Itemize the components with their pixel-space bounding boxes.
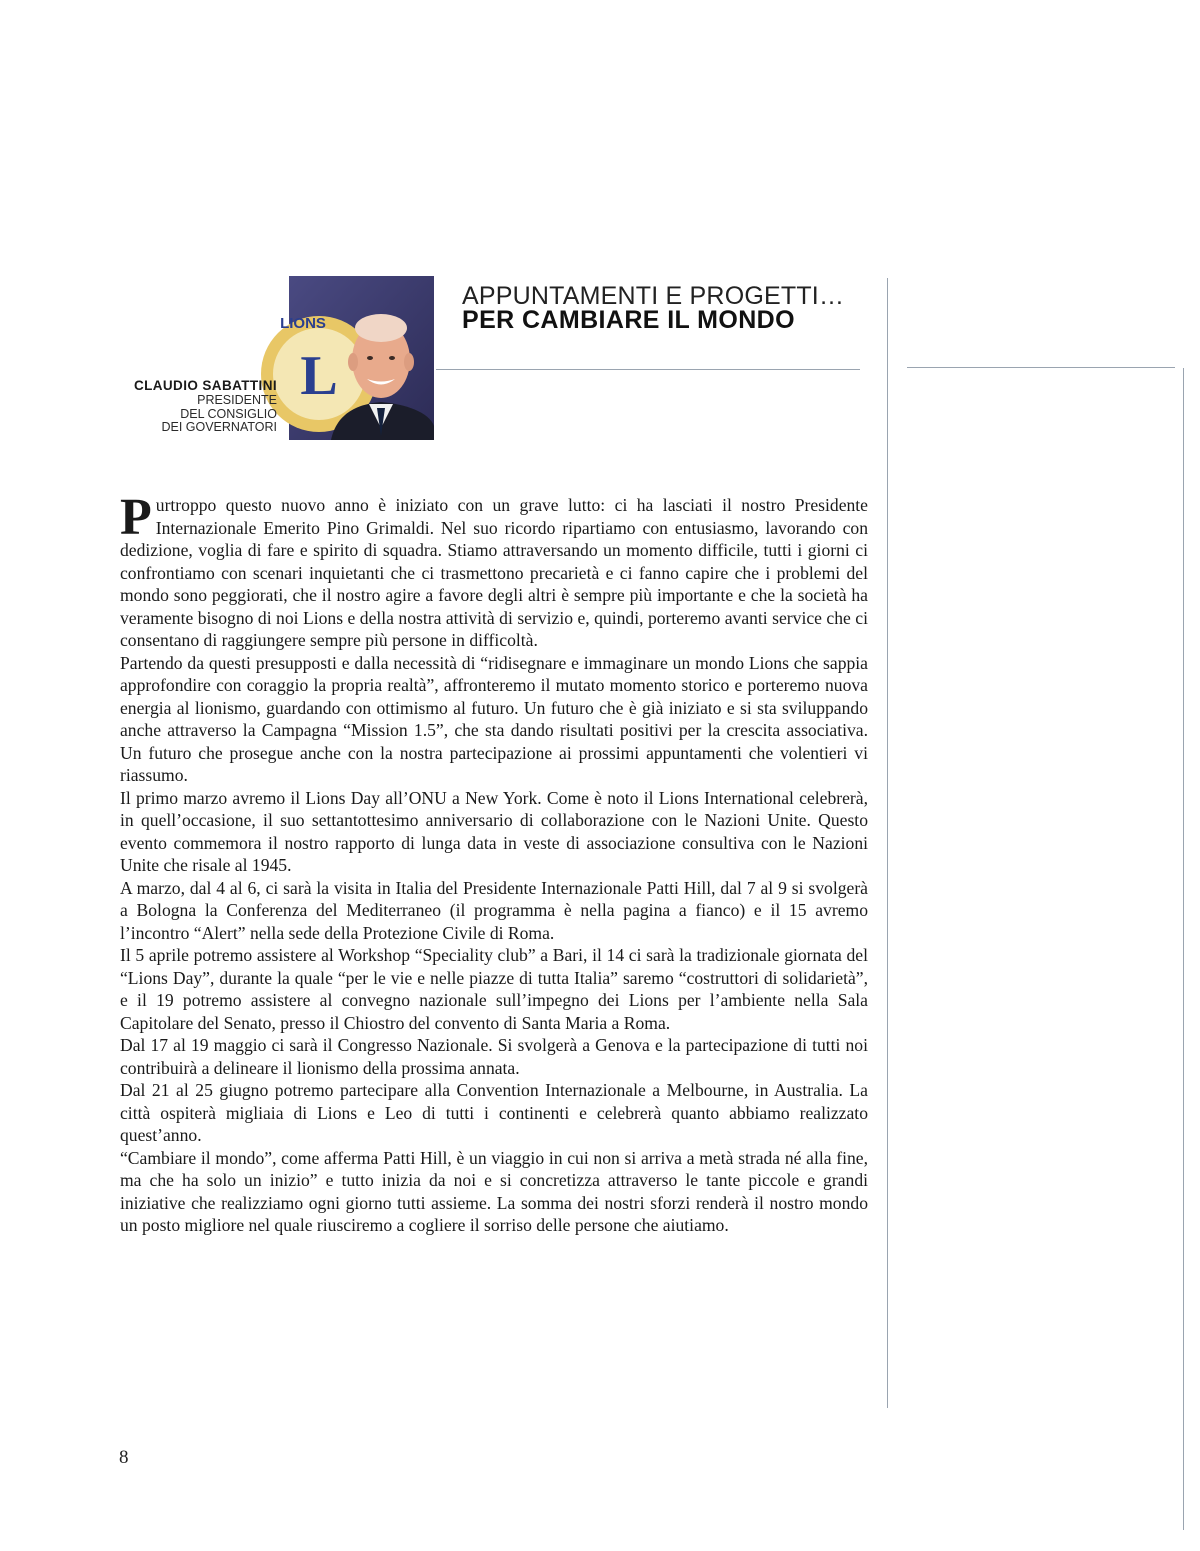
- article-paragraph: Il 5 aprile potremo assistere al Workshop “Speciality club” a Bari, il 14 ci sarà la tradizionale giornata del “Lions Day”, durante la quale “per le vie e nelle piazze di tutta Italia” saremo “costruttori di solidarietà”, e il 19 potremo assistere al convegno nazionale sull’impegno dei Lions per l’ambiente nella Sala Capitolare del Senato, presso il Chiostro del convento di Santa Maria a Roma.: [120, 945, 868, 1033]
- article-paragraph: “Cambiare il mondo”, come afferma Patti Hill, è un viaggio in cui non si arriva a metà strada né alla fine, ma che ha solo un inizio” e tutto inizia da noi e si concretizza attraverso le tante piccole e grandi iniziative che realizziamo ogni giorno tutti assieme. La somma dei nostri sforzi renderà il nostro mondo un posto migliore nel quale riusciremo a cogliere il sorriso delle persone che aiutiamo.: [120, 1147, 868, 1235]
- column-divider-right: [1183, 368, 1184, 1530]
- author-photo: [280, 276, 434, 440]
- headline-kicker: APPUNTAMENTI E PROGETTI…: [462, 282, 845, 310]
- drop-cap: P: [120, 489, 152, 546]
- article-paragraph: Partendo da questi presupposti e dalla necessità di “ridisegnare e immaginare un mondo Lions che sappia approfondire con coraggio la propria realtà”, affronteremo il mutato momento storico e porteremo nuova energia al lionismo, guardando con ottimismo al futuro. Un futuro che è già iniziato e si sta sviluppando anche attraverso la Campagna “Mission 1.5”, che sta dando risultati positivi per la crescita associativa. Un futuro che prosegue anche con la nostra partecipazione ai prossimi appuntamenti che volentieri vi riassumo.: [120, 652, 868, 785]
- article-body: [120, 489, 868, 1237]
- page-title: PER CAMBIARE IL MONDO: [462, 306, 795, 334]
- article-paragraph: Dal 17 al 19 maggio ci sarà il Congresso Nazionale. Si svolgerà a Genova e la partecipazione di tutti noi contribuirà a delineare il lionismo della prossima annata.: [120, 1035, 868, 1078]
- page-number: 8: [119, 1447, 129, 1468]
- column-divider-left: [887, 278, 888, 1408]
- header-rule: [436, 369, 860, 370]
- emblem-letter: L: [300, 345, 338, 407]
- author-name: CLAUDIO SABATTINI: [133, 378, 277, 393]
- author-role-line: DEI GOVERNATORI: [161, 420, 277, 434]
- article-paragraph: Dal 21 al 25 giugno potremo partecipare alla Convention Internazionale a Melbourne, in Australia. La città ospiterà migliaia di Lions e Leo di tutti i continenti e celebrerà quanto abbiamo realizzato quest’anno.: [120, 1080, 868, 1145]
- paragraph-text: urtroppo questo nuovo anno è iniziato con un grave lutto: ci ha lasciati il nostro Presidente Internazionale Emerito Pino Grimaldi. Nel suo ricordo ripartiamo con entusiasmo, lavorando con dedizione, voglia di fare e spirito di squadra. Stiamo attraversando un momento difficile, tutti i giorni ci confrontiamo con scenari inquietanti che ci trasmettono precarietà e ci fanno capire che i problemi del mondo sono peggiorati, che il nostro agire a favore degli altri è sempre più importante e che la società ha veramente bisogno di noi Lions e della nostra attività di servizio e, quindi, porteremo avanti service che ci consentano di raggiungere sempre più persone in difficoltà.: [120, 495, 868, 650]
- author-role-line: DEL CONSIGLIO: [180, 406, 277, 421]
- article-paragraph: Il primo marzo avremo il Lions Day all’ONU a New York. Come è noto il Lions International celebrerà, in quell’occasione, il suo settantottesimo anniversario di collaborazione con le Nazioni Unite. Questo evento commemora il nostro rapporto di lunga data in veste di associazione consultiva con le Nazioni Unite che risale al 1945.: [120, 787, 868, 875]
- emblem-text: LIONS: [280, 315, 326, 332]
- sidebar-rule: [907, 367, 1175, 368]
- author-role-line: PRESIDENTE: [197, 393, 277, 407]
- article-paragraph: [120, 489, 868, 652]
- author-byline: [134, 377, 277, 435]
- article-paragraph: A marzo, dal 4 al 6, ci sarà la visita in Italia del Presidente Internazionale Patti Hill, dal 7 al 9 si svolgerà a Bologna la Conferenza del Mediterraneo (il programma è nella pagina a fianco) e il 15 avremo l’incontro “Alert” nella sede della Protezione Civile di Roma.: [120, 877, 868, 943]
